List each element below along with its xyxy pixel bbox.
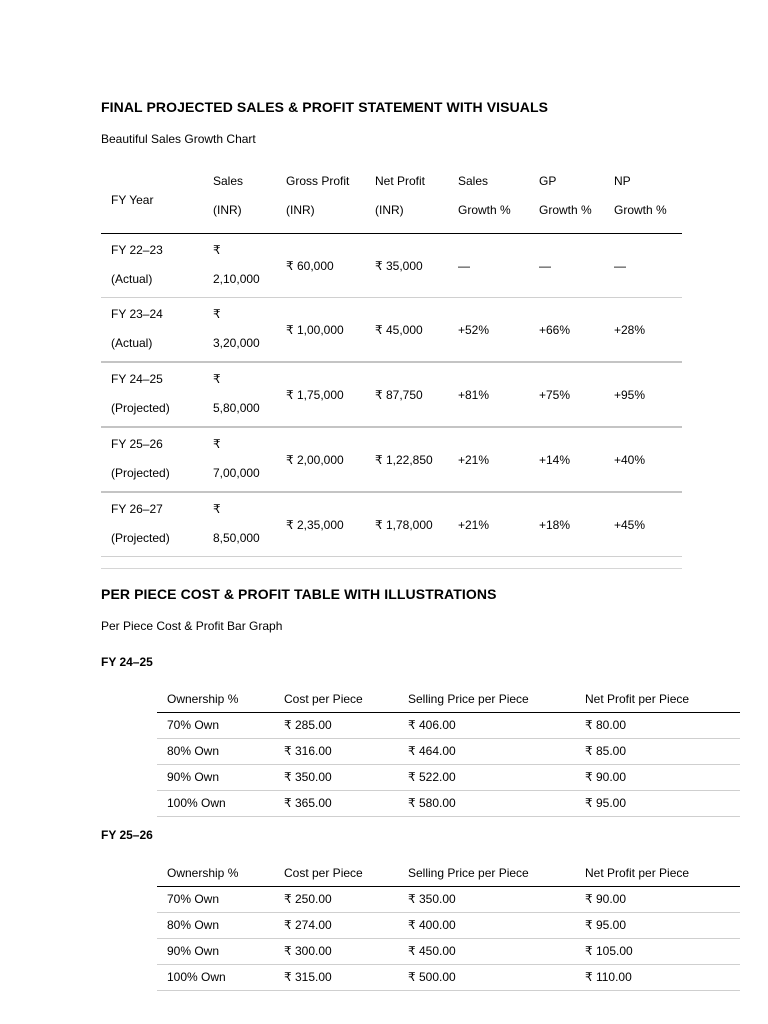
header-text: (INR) xyxy=(286,203,315,217)
cell-np-growth: +40% xyxy=(614,452,646,467)
cell-ownership: 70% Own xyxy=(167,718,220,732)
cell-ownership: 70% Own xyxy=(167,892,220,906)
cell-net-profit: ₹ 45,000 xyxy=(375,322,423,337)
header-text: Gross Profit xyxy=(286,174,350,188)
cell-text: 3,20,000 xyxy=(213,336,260,350)
per-piece-table-fy25-26 xyxy=(157,861,740,991)
header-fy-year: FY Year xyxy=(111,193,154,207)
cell-selling-price: ₹ 464.00 xyxy=(408,744,456,758)
header-selling-price: Selling Price per Piece xyxy=(408,866,529,880)
cell-net-profit: ₹ 95.00 xyxy=(585,796,626,810)
cell-gross-profit: ₹ 1,75,000 xyxy=(286,387,344,402)
cell-selling-price: ₹ 350.00 xyxy=(408,892,456,906)
cell-ownership: 100% Own xyxy=(167,970,226,984)
cell-gp-growth: +66% xyxy=(539,322,571,337)
cell-gross-profit: ₹ 60,000 xyxy=(286,258,334,273)
section-divider xyxy=(101,568,682,569)
cell-text: (Projected) xyxy=(111,401,170,415)
cell-gross-profit: ₹ 2,00,000 xyxy=(286,452,344,467)
cell-net-profit: ₹ 35,000 xyxy=(375,258,423,273)
cell-year xyxy=(111,236,163,294)
cell-net-profit: ₹ 110.00 xyxy=(585,970,632,984)
cell-net-profit: ₹ 87,750 xyxy=(375,387,423,402)
table-header-row xyxy=(157,861,740,887)
header-cost: Cost per Piece xyxy=(284,866,363,880)
section-title-per-piece: PER PIECE COST & PROFIT TABLE WITH ILLUSTRATIONS xyxy=(101,586,497,602)
cell-gp-growth: +14% xyxy=(539,452,571,467)
chart-caption-per-piece: Per Piece Cost & Profit Bar Graph xyxy=(101,619,283,633)
table-row xyxy=(157,939,740,965)
header-text: NP xyxy=(614,174,631,188)
header-sales xyxy=(213,167,243,225)
cell-selling-price: ₹ 450.00 xyxy=(408,944,456,958)
table-row xyxy=(101,428,682,493)
table-header-row xyxy=(157,687,740,713)
header-text: Growth % xyxy=(458,203,511,217)
cell-sales xyxy=(213,495,260,553)
table-row xyxy=(157,739,740,765)
header-np-growth xyxy=(614,167,667,225)
cell-sales-growth: +21% xyxy=(458,452,490,467)
cell-cost: ₹ 300.00 xyxy=(284,944,332,958)
cell-text: 7,00,000 xyxy=(213,466,260,480)
table-header-row xyxy=(101,167,682,234)
sales-profit-table xyxy=(101,167,682,557)
header-net-profit xyxy=(375,167,425,225)
cell-net-profit: ₹ 90.00 xyxy=(585,892,626,906)
table-row xyxy=(157,713,740,739)
header-cost: Cost per Piece xyxy=(284,692,363,706)
cell-net-profit: ₹ 1,22,850 xyxy=(375,452,433,467)
cell-text: (Projected) xyxy=(111,466,170,480)
cell-text: (Actual) xyxy=(111,272,153,286)
cell-text: FY 22–23 xyxy=(111,243,163,257)
cell-sales xyxy=(213,430,260,488)
cell-year xyxy=(111,430,170,488)
cell-net-profit: ₹ 90.00 xyxy=(585,770,626,784)
table-row xyxy=(157,965,740,991)
table-row xyxy=(101,298,682,363)
cell-text: 2,10,000 xyxy=(213,272,260,286)
cell-text: FY 26–27 xyxy=(111,502,163,516)
cell-cost: ₹ 350.00 xyxy=(284,770,332,784)
cell-cost: ₹ 274.00 xyxy=(284,918,332,932)
cell-net-profit: ₹ 85.00 xyxy=(585,744,626,758)
header-net-profit: Net Profit per Piece xyxy=(585,866,690,880)
cell-np-growth: +95% xyxy=(614,387,646,402)
header-text: (INR) xyxy=(375,203,404,217)
table-row xyxy=(157,765,740,791)
header-gp-growth xyxy=(539,167,592,225)
cell-selling-price: ₹ 580.00 xyxy=(408,796,456,810)
cell-text: (Actual) xyxy=(111,336,153,350)
section-title-sales-profit: FINAL PROJECTED SALES & PROFIT STATEMENT WITH VISUALS xyxy=(101,99,549,115)
cell-net-profit: ₹ 1,78,000 xyxy=(375,517,433,532)
cell-net-profit: ₹ 80.00 xyxy=(585,718,626,732)
cell-text: 5,80,000 xyxy=(213,401,260,415)
cell-gp-growth: +75% xyxy=(539,387,571,402)
cell-np-growth: — xyxy=(614,258,626,273)
cell-net-profit: ₹ 95.00 xyxy=(585,918,626,932)
header-net-profit: Net Profit per Piece xyxy=(585,692,690,706)
header-text: Net Profit xyxy=(375,174,426,188)
cell-selling-price: ₹ 400.00 xyxy=(408,918,456,932)
table-row xyxy=(157,913,740,939)
cell-year xyxy=(111,300,163,358)
cell-text: ₹ xyxy=(213,307,221,321)
header-text: Sales xyxy=(458,174,489,188)
cell-gross-profit: ₹ 2,35,000 xyxy=(286,517,344,532)
cell-np-growth: +28% xyxy=(614,322,646,337)
cell-selling-price: ₹ 406.00 xyxy=(408,718,456,732)
table-row xyxy=(101,234,682,298)
cell-sales-growth: +52% xyxy=(458,322,490,337)
table-row xyxy=(101,493,682,557)
table-row xyxy=(101,363,682,428)
cell-sales-growth: +81% xyxy=(458,387,490,402)
cell-ownership: 90% Own xyxy=(167,944,220,958)
cell-cost: ₹ 285.00 xyxy=(284,718,332,732)
cell-selling-price: ₹ 522.00 xyxy=(408,770,456,784)
cell-ownership: 80% Own xyxy=(167,918,220,932)
cell-sales xyxy=(213,300,260,358)
cell-sales-growth: +21% xyxy=(458,517,490,532)
header-text: (INR) xyxy=(213,203,242,217)
cell-gross-profit: ₹ 1,00,000 xyxy=(286,322,344,337)
header-ownership: Ownership % xyxy=(167,692,239,706)
cell-sales-growth: — xyxy=(458,258,470,273)
cell-cost: ₹ 365.00 xyxy=(284,796,332,810)
header-gross-profit xyxy=(286,167,349,225)
cell-gp-growth: — xyxy=(539,258,551,273)
cell-text: ₹ xyxy=(213,437,221,451)
header-selling-price: Selling Price per Piece xyxy=(408,692,529,706)
cell-selling-price: ₹ 500.00 xyxy=(408,970,456,984)
header-text: GP xyxy=(539,174,557,188)
cell-text: ₹ xyxy=(213,502,221,516)
per-piece-table-fy24-25 xyxy=(157,687,740,817)
cell-year xyxy=(111,365,170,423)
cell-text: 8,50,000 xyxy=(213,531,260,545)
cell-cost: ₹ 315.00 xyxy=(284,970,332,984)
cell-net-profit: ₹ 105.00 xyxy=(585,944,633,958)
cell-ownership: 90% Own xyxy=(167,770,220,784)
cell-sales xyxy=(213,365,260,423)
chart-caption-sales-growth: Beautiful Sales Growth Chart xyxy=(101,132,256,146)
cell-text: ₹ xyxy=(213,243,221,257)
table-row xyxy=(157,887,740,913)
cell-sales xyxy=(213,236,260,294)
cell-cost: ₹ 316.00 xyxy=(284,744,332,758)
table-row xyxy=(157,791,740,817)
cell-text: FY 24–25 xyxy=(111,372,163,386)
cell-cost: ₹ 250.00 xyxy=(284,892,332,906)
cell-text: (Projected) xyxy=(111,531,170,545)
cell-text: FY 23–24 xyxy=(111,307,163,321)
cell-text: FY 25–26 xyxy=(111,437,163,451)
cell-gp-growth: +18% xyxy=(539,517,571,532)
header-text: Growth % xyxy=(539,203,592,217)
cell-ownership: 80% Own xyxy=(167,744,220,758)
header-text: Growth % xyxy=(614,203,667,217)
header-ownership: Ownership % xyxy=(167,866,239,880)
fy-label-24-25: FY 24–25 xyxy=(101,655,153,669)
header-sales-growth xyxy=(458,167,511,225)
cell-text: ₹ xyxy=(213,372,221,386)
cell-np-growth: +45% xyxy=(614,517,646,532)
fy-label-25-26: FY 25–26 xyxy=(101,828,153,842)
cell-ownership: 100% Own xyxy=(167,796,226,810)
header-text: Sales xyxy=(213,174,244,188)
cell-year xyxy=(111,495,170,553)
